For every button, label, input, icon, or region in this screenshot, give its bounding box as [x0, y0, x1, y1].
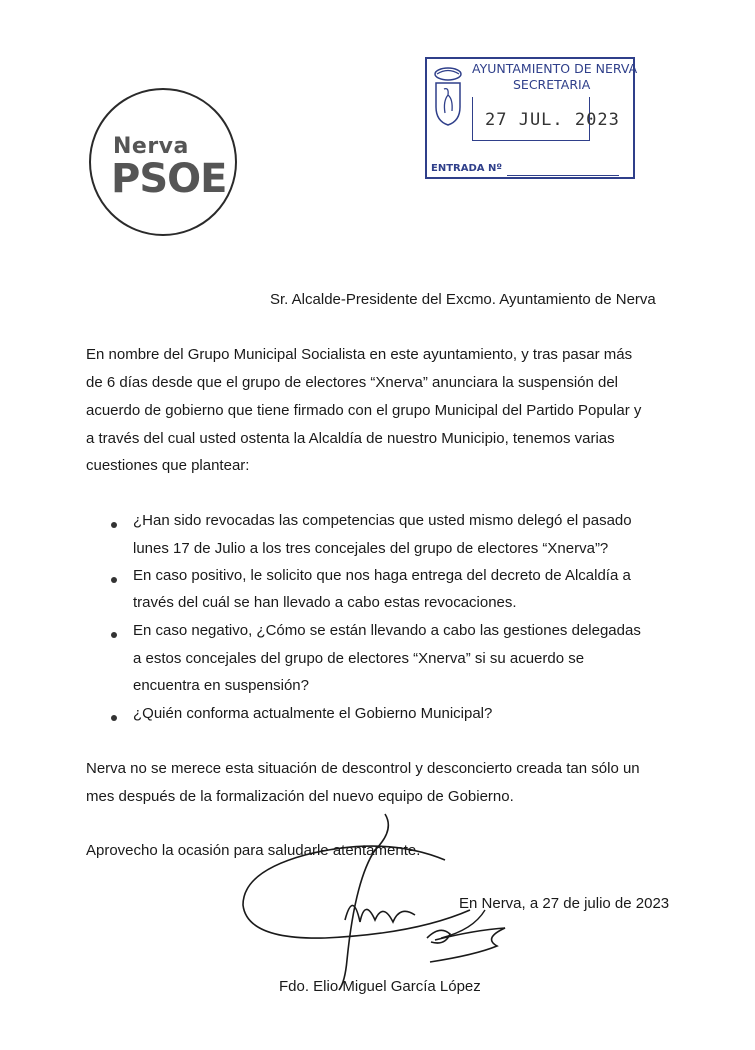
greeting: Aprovecho la ocasión para saludarle atentamente. — [86, 842, 421, 859]
bullet-icon — [111, 577, 117, 583]
stamp-entrada-label: ENTRADA Nº — [431, 163, 502, 174]
logo-nerva-text: Nerva — [113, 134, 189, 159]
intro-line: de 6 días desde que el grupo de electores “Xnerva” anunciara la suspensión del — [86, 374, 619, 391]
bullet-line: encuentra en suspensión? — [133, 677, 309, 694]
stamp-ayuntamiento-text: AYUNTAMIENTO DE NERVA — [472, 61, 638, 76]
place-date: En Nerva, a 27 de julio de 2023 — [459, 895, 670, 912]
intro-line: En nombre del Grupo Municipal Socialista en este ayuntamiento, y tras pasar más — [86, 346, 633, 363]
psoe-nerva-logo — [89, 88, 237, 236]
stamp-date-box — [472, 97, 620, 141]
bullet-icon — [111, 522, 117, 528]
logo-psoe-text: PSOE — [111, 156, 227, 202]
bullet-line: En caso positivo, le solicito que nos haga entrega del decreto de Alcaldía a — [133, 567, 631, 584]
bullet-line: ¿Han sido revocadas las competencias que usted mismo delegó el pasado — [133, 512, 632, 529]
bullet-line: a estos concejales del grupo de electores “Xnerva” si su acuerdo se — [133, 650, 585, 667]
stamp-date: 27 JUL. 2023 — [485, 110, 620, 130]
bullet-line: lunes 17 de Julio a los tres concejales del grupo de electores “Xnerva”? — [133, 540, 609, 557]
closing-line: Nerva no se merece esta situación de descontrol y desconcierto creada tan sólo un — [86, 760, 640, 777]
stamp-entrada-line — [507, 175, 619, 176]
bullet-line: ¿Quién conforma actualmente el Gobierno Municipal? — [133, 705, 493, 722]
signed-by: Fdo. Elio Miguel García López — [279, 978, 481, 995]
bullet-icon — [111, 715, 117, 721]
intro-line: acuerdo de gobierno que tiene firmado con el grupo Municipal del Partido Popular y — [86, 402, 642, 419]
bullet-icon — [111, 632, 117, 638]
handwritten-signature — [235, 810, 525, 1000]
closing-line: mes después de la formalización del nuevo equipo de Gobierno. — [86, 788, 514, 805]
stamp-secretaria-text: SECRETARIA — [513, 77, 591, 92]
registry-stamp — [425, 57, 638, 179]
intro-line: a través del cual usted ostenta la Alcaldía de nuestro Municipio, tenemos varias — [86, 430, 615, 447]
addressee: Sr. Alcalde-Presidente del Excmo. Ayuntamiento de Nerva — [270, 291, 656, 308]
bullet-line: En caso negativo, ¿Cómo se están llevando a cabo las gestiones delegadas — [133, 622, 641, 639]
coat-of-arms-icon — [431, 65, 465, 127]
bullet-line: través del cuál se han llevado a cabo estas revocaciones. — [133, 594, 517, 611]
intro-line: cuestiones que plantear: — [86, 457, 250, 474]
